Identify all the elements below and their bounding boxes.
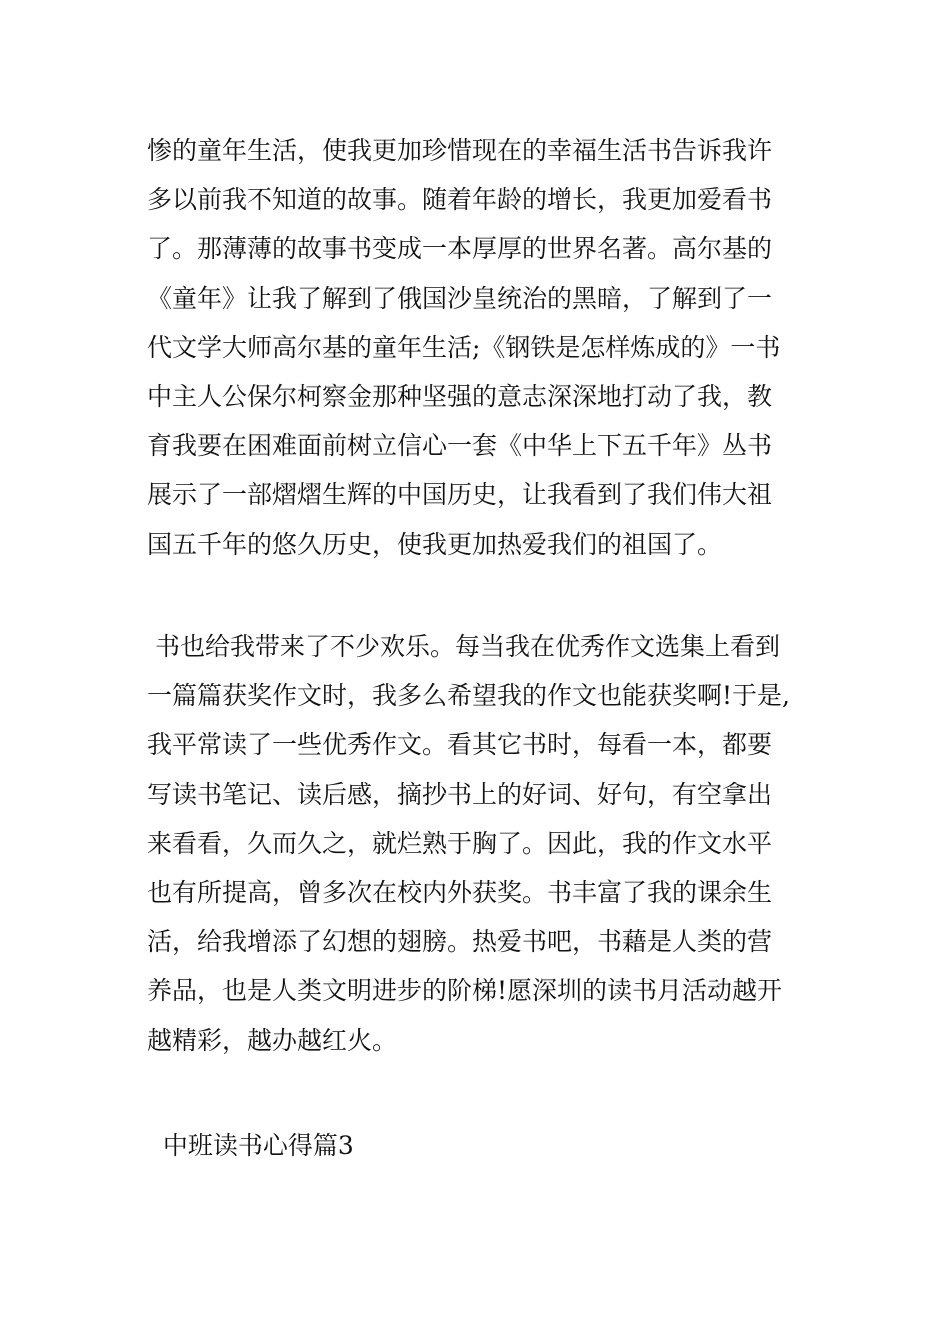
- text-line: 越精彩，越办越红火。: [147, 1025, 398, 1055]
- text-line: 中主人公保尔柯察金那种坚强的意志深深地打动了我，教: [147, 381, 773, 411]
- text-line: 育我要在困难面前树立信心一套《中华上下五千年》丛书: [147, 431, 773, 461]
- text-line: 一篇篇获奖作文时，我多么希望我的作文也能获奖啊!于是,: [147, 681, 790, 711]
- text-line: 我平常读了一些优秀作文。看其它书时，每看一本，都要: [147, 730, 773, 760]
- text-line: 书也给我带来了不少欢乐。每当我在优秀作文选集上看到: [147, 632, 780, 661]
- text-line: 代文学大师高尔基的童年生活;《钢铁是怎样炼成的》一书: [147, 332, 781, 362]
- paragraph-joy-of-books: [147, 622, 790, 1065]
- section-heading-text: 中班读书心得篇3: [147, 1131, 354, 1160]
- text-line: 《童年》让我了解到了俄国沙皇统治的黑暗，了解到了一: [147, 283, 773, 313]
- paragraph-reading-history: [147, 126, 780, 569]
- text-line: 也有所提高，曾多次在校内外获奖。书丰富了我的课余生: [147, 877, 773, 907]
- text-line: 写读书笔记、读后感，摘抄书上的好词、好句，有空拿出: [147, 779, 773, 809]
- text-line: 来看看，久而久之，就烂熟于胸了。因此，我的作文水平: [147, 828, 773, 858]
- text-line: 活，给我增添了幻想的翅膀。热爱书吧，书藉是人类的营: [147, 927, 773, 957]
- text-line: 国五千年的悠久历史，使我更加热爱我们的祖国了。: [147, 529, 723, 559]
- text-line: 展示了一部熠熠生辉的中国历史，让我看到了我们伟大祖: [147, 480, 773, 510]
- text-line: 养品，也是人类文明进步的阶梯!愿深圳的读书月活动越开: [147, 976, 783, 1006]
- section-heading: [147, 1121, 354, 1170]
- text-line: 了。那薄薄的故事书变成一本厚厚的世界名著。高尔基的: [147, 234, 773, 264]
- text-line: 多以前我不知道的故事。随着年龄的增长，我更加爱看书: [147, 185, 773, 215]
- text-line: 惨的童年生活，使我更加珍惜现在的幸福生活书告诉我许: [147, 136, 773, 165]
